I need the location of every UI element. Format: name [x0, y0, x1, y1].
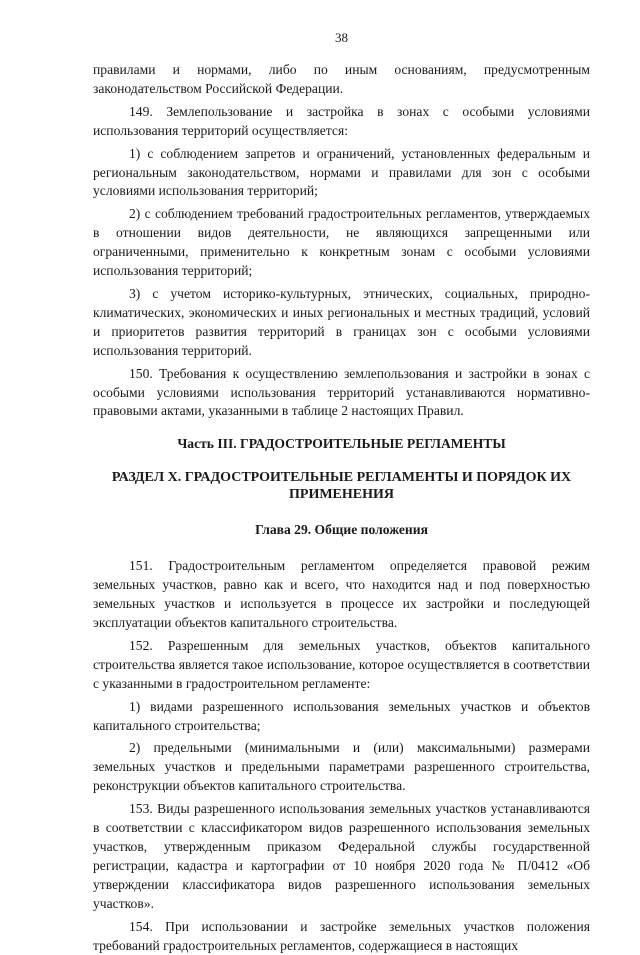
paragraph: 151. Градостроительным регламентом определяется правовой режим земельных участков, равно как и всего, что находится над и под поверхностью земельных участков и используется в процессе их застройки и последующей эксплуатации объектов капитального строительства. [93, 558, 590, 631]
page-number: 38 [335, 30, 348, 45]
paragraphs-bottom [93, 557, 590, 955]
paragraph: 2) с соблюдением требований градостроительных регламентов, утверждаемых в отношении видов деятельности, не являющихся запрещенными или ограниченными, применительно к конкретным зонам с особыми условиями использования территорий; [93, 206, 590, 279]
chapter-title: Глава 29. Общие положения [255, 522, 428, 538]
paragraphs-top [93, 61, 590, 421]
paragraph: 153. Виды разрешенного использования земельных участков устанавливаются в соответствии с классификатором видов разрешенного использования земельных участков, утвержденным приказом Федеральной службы государственной регистрации, кадастра и картографии от 10 ноября 2020 года № П/0412 «Об утверждении классификатора видов разрешенного использования земельных участков». [93, 801, 590, 911]
part-title: Часть III. ГРАДОСТРОИТЕЛЬНЫЕ РЕГЛАМЕНТЫ [177, 436, 506, 452]
paragraph: 1) с соблюдением запретов и ограничений, установленных федеральным и региональным законодательством, нормами и правилами для зон с особыми условиями использования территорий; [93, 145, 590, 199]
paragraph: 149. Землепользование и застройка в зонах с особыми условиями использования территорий осуществляется: [93, 103, 590, 138]
paragraph: 3) с учетом историко-культурных, этнических, социальных, природно-климатических, экономических и иных региональных и местных традиций, условий и приоритетов развития территорий в границах зон с особыми условиями использования территорий. [93, 285, 590, 358]
paragraph: 150. Требования к осуществлению землепользования и застройки в зонах с особыми условиями использования территорий устанавливаются нормативно-правовыми актами, указанными в таблице 2 настоящих Правил. [93, 365, 590, 419]
paragraph: 152. Разрешенным для земельных участков, объектов капитального строительства является такое использование, которое осуществляется в соответствии с указанными в градостроительном регламенте: [93, 637, 590, 691]
paragraph: 2) предельными (минимальными и (или) максимальными) размерами земельных участков и предельными параметрами разрешенного строительства, реконструкции объектов капитального строительства. [93, 740, 590, 794]
paragraph: 1) видами разрешенного использования земельных участков и объектов капитального строительства; [93, 698, 590, 733]
section-title: РАЗДЕЛ X. ГРАДОСТРОИТЕЛЬНЫЕ РЕГЛАМЕНТЫ И ПОРЯДОК ИХ ПРИМЕНЕНИЯ [111, 470, 572, 503]
paragraph: 154. При использовании и застройке земельных участков положения требований градостроительных регламентов, содержащиеся в настоящих [93, 918, 590, 953]
paragraph: правилами и нормами, либо по иным основаниям, предусмотренным законодательством Российской Федерации. [93, 62, 590, 96]
